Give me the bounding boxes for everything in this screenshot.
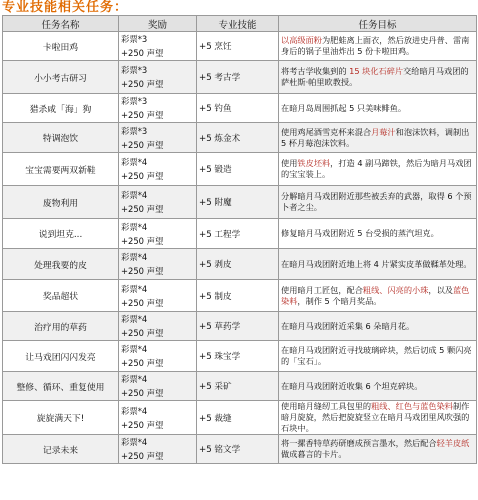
skill-cell: +5 烹饪 xyxy=(197,32,279,61)
goal-text: 交给暗月马戏团的萨杜斯·帕里欧教授。 xyxy=(281,66,469,87)
table-row xyxy=(3,219,477,249)
reward-tickets: 彩票*4 xyxy=(121,374,148,384)
goal-text: 在暗月马戏团附近地上将 4 片紧实皮革做鞣革处理。 xyxy=(281,258,472,269)
goal-text: 使用暗月工匠包，配合 xyxy=(281,284,363,295)
skill-cell: +5 裁缝 xyxy=(197,401,279,435)
table-row xyxy=(3,123,477,153)
reward-tickets: 彩票*3 xyxy=(121,65,148,75)
reward-reputation: +250 声望 xyxy=(121,204,164,214)
reward-cell xyxy=(119,61,197,94)
reward-tickets: 彩票*4 xyxy=(121,221,148,232)
goal-cell xyxy=(279,280,477,312)
table-row xyxy=(3,435,477,464)
table-row xyxy=(3,94,477,123)
task-name-cell: 猎杀咸「海」狗 xyxy=(3,94,119,123)
reward-tickets: 彩票*4 xyxy=(121,344,148,354)
reward-reputation: +250 声望 xyxy=(121,451,164,461)
table-row xyxy=(3,61,477,94)
reward-cell xyxy=(119,249,197,280)
skill-cell: +5 考古学 xyxy=(197,61,279,94)
goal-text: 使用 xyxy=(281,158,298,168)
reward-tickets: 彩票*4 xyxy=(121,157,148,167)
table-row xyxy=(3,32,477,61)
skill-cell: +5 珠宝学 xyxy=(197,341,279,372)
task-name-cell: 特调泡饮 xyxy=(3,123,119,153)
goal-text: 在暗月马戏团附近寻找玻璃碎块，然后切成 5 颗闪亮的「宝石」。 xyxy=(281,345,472,366)
goal-cell xyxy=(279,61,477,94)
reward-cell xyxy=(119,341,197,372)
skill-cell: +5 制皮 xyxy=(197,280,279,312)
skill-cell: +5 附魔 xyxy=(197,186,279,219)
goal-text: 制作暗月旋旋，然后把旋旋竖立在暗月马戏团里风吹强的石块中。 xyxy=(281,401,470,433)
goal-cell xyxy=(279,153,477,186)
goal-text: 为肥蛙离上面衣，然后放进史丹普、雷南身后的锅子里油炸出 5 份卡啦田鸡。 xyxy=(281,35,470,56)
reward-reputation: +250 声望 xyxy=(121,235,164,246)
reward-tickets: 彩票*4 xyxy=(121,437,148,447)
task-name-cell: 宝宝需要两双新鞋 xyxy=(3,153,119,186)
table-row xyxy=(3,341,477,372)
skill-cell: +5 钓鱼 xyxy=(197,94,279,123)
goal-text: 使用鸡尾酒雪克杯来混合 xyxy=(281,126,372,137)
reward-cell xyxy=(119,312,197,341)
header-row xyxy=(3,16,477,32)
reward-cell xyxy=(119,401,197,435)
reward-reputation: +250 声望 xyxy=(121,79,164,89)
goal-cell xyxy=(279,435,477,464)
reward-tickets: 彩票*3 xyxy=(121,96,148,106)
goal-highlight-text: 铁皮坯料 xyxy=(297,158,331,168)
table-row xyxy=(3,186,477,219)
skill-cell: +5 草药学 xyxy=(197,312,279,341)
skill-cell: +5 锻造 xyxy=(197,153,279,186)
goal-text: 和泡沫饮料，调制出 5 杯月莓泡沫饮料。 xyxy=(281,126,470,148)
goal-text: 在暗月岛周围抓起 5 只美味鲱鱼。 xyxy=(281,102,407,113)
table-row xyxy=(3,249,477,280)
goal-text: ，以及 xyxy=(428,284,453,295)
reward-tickets: 彩票*4 xyxy=(121,405,148,416)
table-row xyxy=(3,312,477,341)
task-name-cell: 废物利用 xyxy=(3,186,119,219)
table-row xyxy=(3,153,477,186)
table-row xyxy=(3,280,477,312)
goal-cell xyxy=(279,94,477,123)
page-title: 专业技能相关任务： xyxy=(2,0,129,15)
task-name-cell: 处理我要的皮 xyxy=(3,249,119,280)
skill-cell: +5 剥皮 xyxy=(197,249,279,280)
goal-text: 使用暗月缝纫工具包里的 xyxy=(281,401,372,411)
task-name-cell: 旋旋满天下! xyxy=(3,401,119,435)
reward-cell xyxy=(119,219,197,249)
reward-tickets: 彩票*4 xyxy=(121,252,148,262)
reward-tickets: 彩票*3 xyxy=(121,34,148,44)
task-name-cell: 卡啦田鸡 xyxy=(3,32,119,61)
header-skill: 专业技能 xyxy=(197,16,279,32)
goal-cell xyxy=(279,249,477,280)
reward-reputation: +250 声望 xyxy=(121,171,164,181)
table-row xyxy=(3,372,477,401)
goal-text: 将考古学收集到的 xyxy=(281,66,350,76)
goal-cell xyxy=(279,123,477,153)
reward-tickets: 彩票*3 xyxy=(121,125,148,136)
goal-cell xyxy=(279,186,477,219)
reward-reputation: +250 声望 xyxy=(121,328,164,338)
task-name-cell: 记录未来 xyxy=(3,435,119,464)
reward-cell xyxy=(119,186,197,219)
goal-cell xyxy=(279,312,477,341)
reward-reputation: +250 声望 xyxy=(121,139,164,150)
goal-text: 在暗月马戏团附近采集 6 朵暗月花。 xyxy=(281,320,415,331)
reward-reputation: +250 声望 xyxy=(121,419,164,430)
task-name-cell: 说到坦克... xyxy=(3,219,119,249)
reward-cell xyxy=(119,372,197,401)
header-goal: 任务目标 xyxy=(279,16,477,32)
reward-cell xyxy=(119,280,197,312)
reward-reputation: +250 声望 xyxy=(121,48,164,58)
skill-cell: +5 铭文学 xyxy=(197,435,279,464)
goal-text: 将一摞香特草药研磨成预言墨水，然后配合 xyxy=(281,438,437,448)
reward-cell xyxy=(119,123,197,153)
reward-reputation: +250 声望 xyxy=(121,388,164,398)
goal-cell xyxy=(279,401,477,435)
task-name-cell: 奖品超状 xyxy=(3,280,119,312)
reward-reputation: +250 声望 xyxy=(121,110,164,120)
reward-tickets: 彩票*4 xyxy=(121,190,148,200)
goal-text: 修复暗月马戏团附近 5 台受损的蒸汽坦克。 xyxy=(281,228,439,238)
reward-tickets: 彩票*4 xyxy=(121,314,148,324)
table-row xyxy=(3,401,477,435)
goal-highlight-text: 粗线、闪亮的小珠 xyxy=(362,284,429,295)
goal-text: 做成暮言的卡片。 xyxy=(281,449,347,459)
goal-text: ，制作 5 个暗月奖品。 xyxy=(297,295,382,306)
goal-cell xyxy=(279,341,477,372)
task-name-cell: 小小考古研习 xyxy=(3,61,119,94)
task-name-cell: 治疗用的草药 xyxy=(3,312,119,341)
goal-cell xyxy=(279,32,477,61)
goal-text: 在暗月马戏团附近收集 6 个坦克碎块。 xyxy=(281,380,423,391)
goal-highlight-text: 以高级面粉 xyxy=(281,35,322,45)
header-reward: 奖励 xyxy=(119,16,197,32)
reward-reputation: +250 声望 xyxy=(121,358,164,368)
skill-cell: +5 炼金术 xyxy=(197,123,279,153)
skill-cell: +5 采矿 xyxy=(197,372,279,401)
reward-cell xyxy=(119,94,197,123)
goal-highlight-text: 月莓汁 xyxy=(371,126,396,137)
goal-cell xyxy=(279,372,477,401)
goal-highlight-text: 粗线、红色与蓝色染料 xyxy=(371,401,453,411)
goal-highlight-text: 轻羊皮纸 xyxy=(436,438,470,448)
reward-cell xyxy=(119,153,197,186)
goal-text: ，打造 4 副马蹄铁，然后为暗月马戏团的宝宝装上。 xyxy=(281,158,472,179)
reward-cell xyxy=(119,32,197,61)
reward-reputation: +250 声望 xyxy=(121,297,164,308)
goal-cell xyxy=(279,219,477,249)
goal-text: 分解暗月马戏团附近那些被丢弃的武器，取得 6 个预卜者之尘。 xyxy=(281,191,472,212)
task-name-cell: 让马戏团闪闪发亮 xyxy=(3,341,119,372)
reward-cell xyxy=(119,435,197,464)
goal-highlight-text: 蓝色染料 xyxy=(281,284,470,306)
reward-reputation: +250 声望 xyxy=(121,266,164,276)
reward-tickets: 彩票*4 xyxy=(121,283,148,294)
task-table xyxy=(2,15,477,464)
header-task-name: 任务名称 xyxy=(3,16,119,32)
task-name-cell: 整修、循环、重复使用 xyxy=(3,372,119,401)
skill-cell: +5 工程学 xyxy=(197,219,279,249)
goal-highlight-text: 15 块化石碎片 xyxy=(349,66,404,76)
